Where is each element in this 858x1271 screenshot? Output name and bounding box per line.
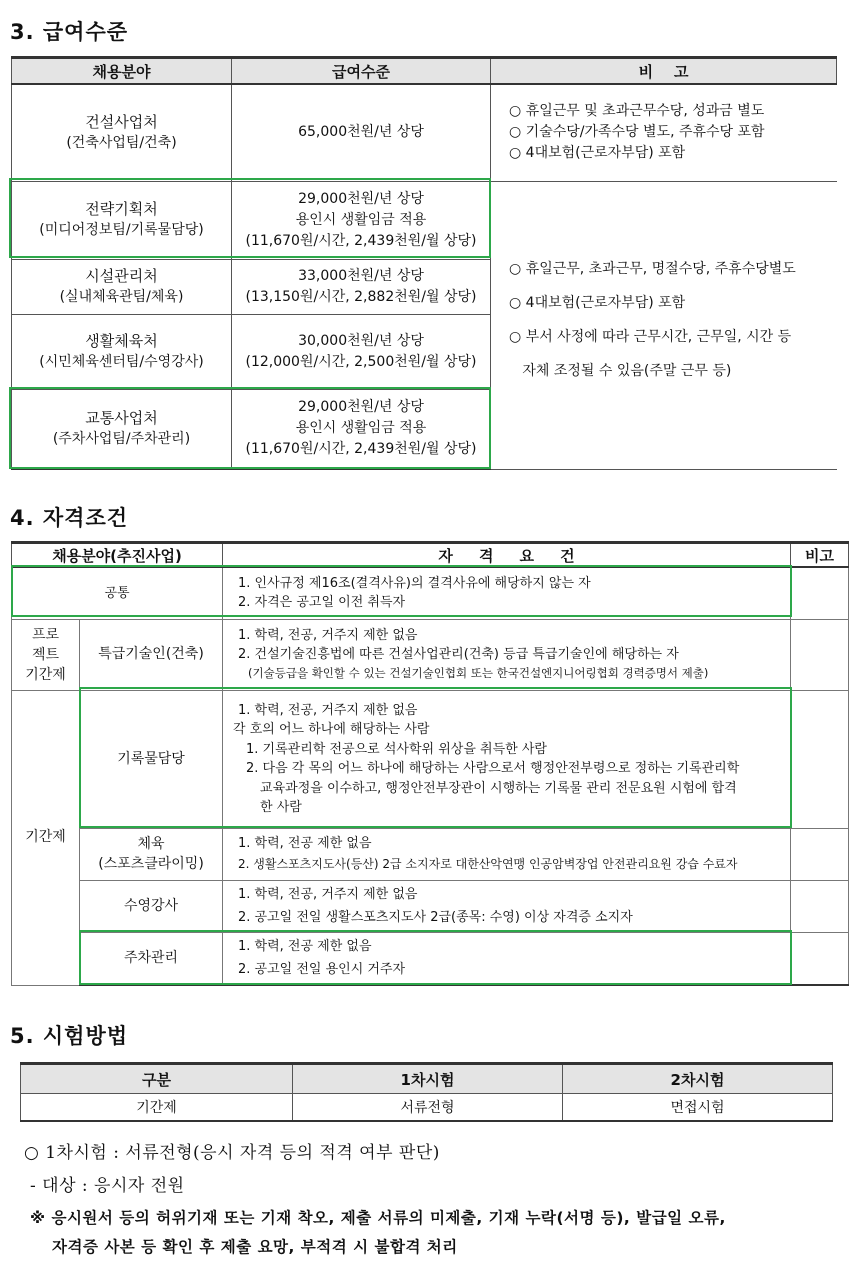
- table-row: 생활체육처 (시민체육센터팀/수영강사) 30,000천원/년 상당 (12,000원/시간, 2,500천원/월 상당): [12, 314, 837, 389]
- exam-line-2: - 대상 : 응시자 전원: [30, 1176, 185, 1196]
- salary-value: 65,000천원/년 상당: [298, 124, 424, 141]
- table-row: 교통사업처 (주차사업팀/주차관리) 29,000천원/년 상당 용인시 생활임금 적용 (11,670원/시간, 2,439천원/월 상당): [12, 389, 837, 469]
- salary-table: [11, 56, 837, 470]
- section-4-title: 4. 자격조건: [10, 506, 129, 530]
- table-row: 수영강사 1. 학력, 전공, 거주지 제한 없음 2. 공고일 전일 생활스포츠지도사 2급(종목: 수영) 이상 자격증 소지자: [12, 880, 849, 932]
- field-name: 전략기획처: [85, 200, 158, 218]
- field-name: 건설사업처: [85, 112, 158, 131]
- header-field: 채용분야(추진사업): [12, 543, 223, 568]
- exam-notice-1: ※ 응시원서 등의 허위기재 또는 기재 착오, 제출 서류의 미제출, 기재 누락(서명 등), 발급일 오류,: [30, 1209, 726, 1227]
- section-5-title: 5. 시험방법: [10, 1024, 129, 1048]
- field-team: (미디어정보팀/기록물담당): [39, 222, 204, 238]
- exam-notice-2: 자격증 사본 등 확인 후 제출 요망, 부적격 시 불합격 처리: [52, 1238, 458, 1256]
- term-group: 기간제: [12, 690, 80, 985]
- header-remarks: 비고: [791, 543, 849, 568]
- header-salary: 급여수준: [232, 58, 491, 85]
- remarks-2: ○ 휴일근무, 초과근무, 명절수당, 주휴수당별도 ○ 4대보험(근로자부담) 포함 ○ 부서 사정에 따라 근무시간, 근무일, 시간 등 자체 조정될 수 있음(주말 근무 등): [491, 181, 837, 469]
- exam-table: [20, 1062, 833, 1122]
- project-group: 프로 젝트 기간제: [12, 619, 80, 690]
- section-3-title: 3. 급여수준: [10, 20, 129, 44]
- qualification-table: [11, 541, 849, 986]
- exam-line-1: ○ 1차시험 : 서류전형(응시 자격 등의 적격 여부 판단): [24, 1143, 440, 1163]
- table-row: 체육 (스포츠클라이밍) 1. 학력, 전공 제한 없음 2. 생활스포츠지도사(등산) 2급 소지자로 대한산악연맹 인공암벽장업 안전관리요원 강습 수료자: [12, 828, 849, 880]
- field-team: (건축사업팀/건축): [66, 134, 177, 151]
- remarks-1: ○ 휴일근무 및 초과근무수당, 성과금 별도 ○ 기술수당/가족수당 별도, 주휴수당 포함 ○ 4대보험(근로자부담) 포함: [491, 84, 837, 181]
- table-row: 기간제 기록물담당 1. 학력, 전공, 거주지 제한 없음 각 호의 어느 하나에 해당하는 사람 1. 기록관리학 전공으로 석사학위 위상을 취득한 사람 2. 다음 각 목의 어느 하나에 해당하는 사람으로서 행정안전부령으로 정하는 기록관리학 교육과정을 이수하고, 행정안전부장관이 시행하는 기록물 관리 전문요원 시험에 합격 한 사람: [12, 690, 849, 828]
- header-first-exam: 1차시험: [293, 1064, 563, 1094]
- common-label: 공통: [12, 567, 223, 619]
- table-row: 공통 1. 인사규정 제16조(결격사유)의 결격사유에 해당하지 않는 자 2. 자격은 공고일 이전 취득자: [12, 567, 849, 619]
- table-row: 프로 젝트 기간제 특급기술인(건축) 1. 학력, 전공, 거주지 제한 없음 2. 건설기술진흥법에 따른 건설사업관리(건축) 등급 특급기술인에 해당하는 자 (기술등급을 확인할 수 있는 건설기술인협회 또는 한국건설엔지니어링협회 경력증명서 제출): [12, 619, 849, 690]
- header-second-exam: 2차시험: [563, 1064, 833, 1094]
- header-requirements: 자 격 요 건: [223, 543, 791, 568]
- header-category: 구분: [21, 1064, 293, 1094]
- table-row: 전략기획처 (미디어정보팀/기록물담당) 29,000천원/년 상당 용인시 생활임금 적용 (11,670원/시간, 2,439천원/월 상당) ○ 휴일근무, 초과근무, 명절수당, 주휴수당별도 ○ 4대보험(근로자부담) 포함 ○ 부서 사정에 따라 근무시간, 근무일, 시간 등 자체 조정될 수 있음(주말 근무 등): [12, 181, 837, 259]
- header-remarks: 비 고: [491, 58, 837, 85]
- table-row: [12, 84, 837, 181]
- header-field: 채용분야: [12, 58, 232, 85]
- table-row: 시설관리처 (실내체육관팀/체육) 33,000천원/년 상당 (13,150원/시간, 2,882천원/월 상당): [12, 259, 837, 314]
- table-row: 기간제 서류전형 면접시험: [21, 1094, 833, 1122]
- table-row: 주차관리 1. 학력, 전공 제한 없음 2. 공고일 전일 용인시 거주자: [12, 932, 849, 985]
